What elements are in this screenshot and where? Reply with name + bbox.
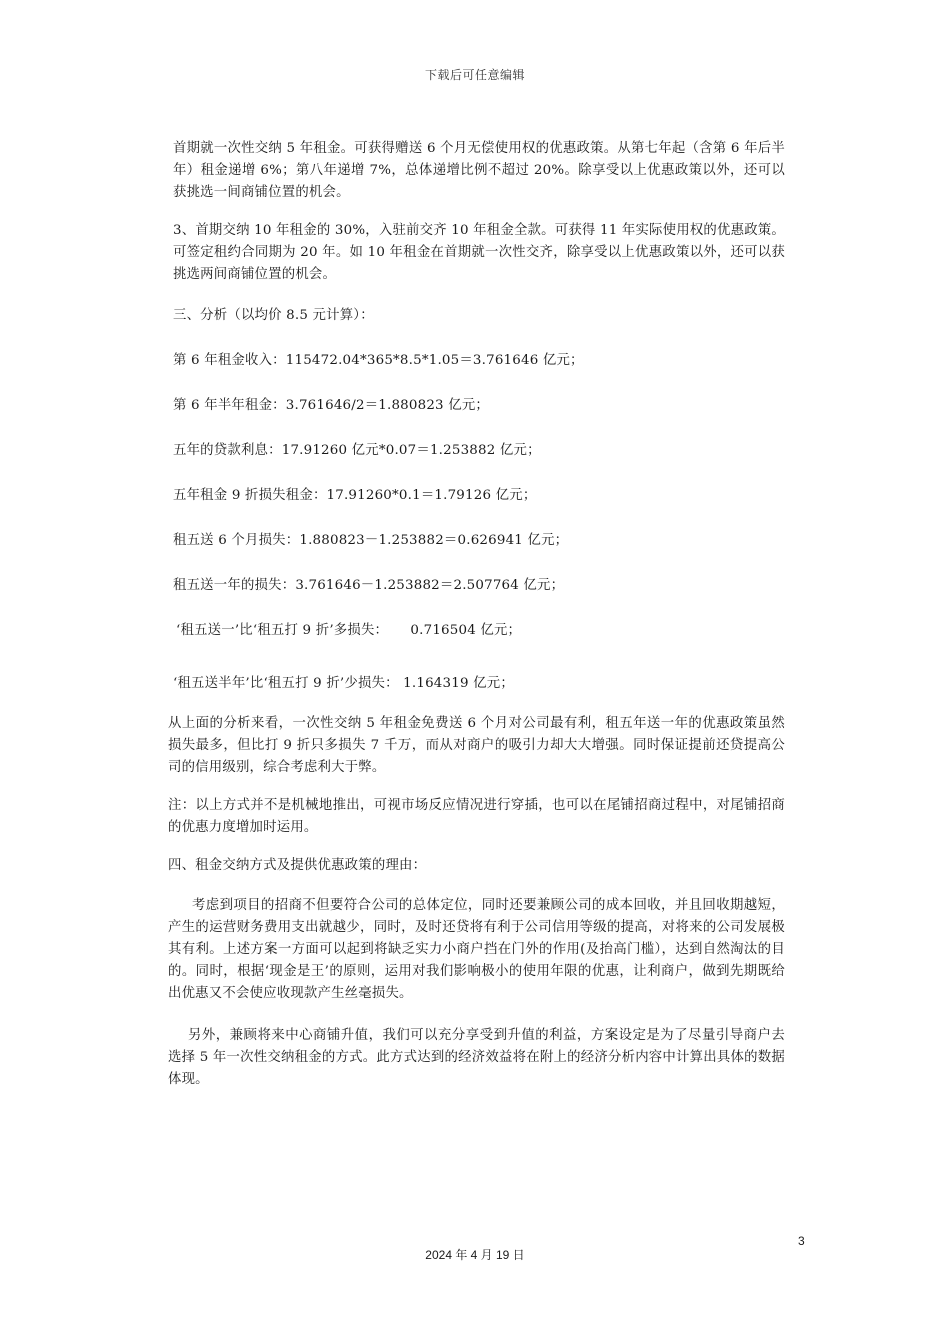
paragraph-rent-policy-5yr: 首期就一次性交纳 5 年租金。可获得赠送 6 个月无偿使用权的优惠政策。从第七年起（含第 6 年后半年）租金递增 6%；第八年递增 7%，总体递增比例不超过 20%。除享受以上优惠政策以外，还可以获挑选一间商铺位置的机会。 xyxy=(173,141,785,200)
calc-line-discount-loss: 五年租金 9 折损失租金：17.91260*0.1＝1.79126 亿元； xyxy=(173,488,537,503)
calc-line-6th-year-income: 第 6 年租金收入：115472.04*365*8.5*1.05＝3.761646 亿元； xyxy=(173,353,584,368)
paragraph-analysis-conclusion: 从上面的分析来看，一次性交纳 5 年租金免费送 6 个月对公司最有利，租五年送一年的优惠政策虽然损失最多，但比打 9 折只多损失 7 千万，而从对商户的吸引力却大大增强。同时保证提前还贷提高公司的信用级别，综合考虑利大于弊。 xyxy=(168,716,785,775)
section-heading-reasons: 四、租金交纳方式及提供优惠政策的理由： xyxy=(168,858,427,873)
paragraph-rent-policy-10yr: 3、首期交纳 10 年租金的 30%，入驻前交齐 10 年租金全款。可获得 11 年实际使用权的优惠政策。可签定租约合同期为 20 年。如 10 年租金在首期就一次性交齐，除享受以上优惠政策以外，还可以获挑选两间商铺位置的机会。 xyxy=(173,223,785,282)
footer-date: 2024 年 4 月 19 日 xyxy=(425,1248,525,1262)
calc-line-loan-interest: 五年的贷款利息：17.91260 亿元*0.07＝1.253882 亿元； xyxy=(173,443,541,458)
paragraph-reasons: 考虑到项目的招商不但要符合公司的总体定位，同时还要兼顾公司的成本回收，并且回收期越短，产生的运营财务费用支出就越少，同时，及时还贷将有利于公司信用等级的提高，对将来的公司发展极其有利。上述方案一方面可以起到将缺乏实力小商户挡在门外的作用(及抬高门槛），达到自然淘汰的目的。同时，根据‘现金是王’的原则，运用对我们影响极小的使用年限的优惠，让利商户，做到先期既给出优惠又不会使应收现款产生丝毫损失。 xyxy=(168,898,785,1001)
paragraph-additional: 另外，兼顾将来中心商铺升值，我们可以充分享受到升值的利益，方案设定是为了尽量引导商户去选择 5 年一次性交纳租金的方式。此方式达到的经济效益将在附上的经济分析内容中计算出具体的数据体现。 xyxy=(168,1028,785,1087)
calc-line-compare-less-loss: ‘租五送半年’比‘租五打 9 折’少损失： 1.164319 亿元； xyxy=(173,676,514,691)
calc-line-1-year-loss: 租五送一年的损失：3.761646－1.253882＝2.507764 亿元； xyxy=(173,578,565,593)
document-body xyxy=(168,138,785,1107)
page-header: 下载后可任意编辑 xyxy=(424,68,525,82)
paragraph-note: 注：以上方式并不是机械地推出，可视市场反应情况进行穿插，也可以在尾铺招商过程中，对尾铺招商的优惠力度增加时运用。 xyxy=(168,798,785,835)
page-number: 3 xyxy=(798,1234,805,1248)
calc-line-compare-more-loss: ‘租五送一’比‘租五打 9 折’多损失： 0.716504 亿元； xyxy=(176,623,522,638)
section-heading-analysis: 三、分析（以均价 8.5 元计算）： xyxy=(173,308,374,323)
calc-line-half-year-rent: 第 6 年半年租金：3.761646/2＝1.880823 亿元； xyxy=(173,398,490,413)
calc-line-6-month-loss: 租五送 6 个月损失：1.880823－1.253882＝0.626941 亿元； xyxy=(173,533,569,548)
